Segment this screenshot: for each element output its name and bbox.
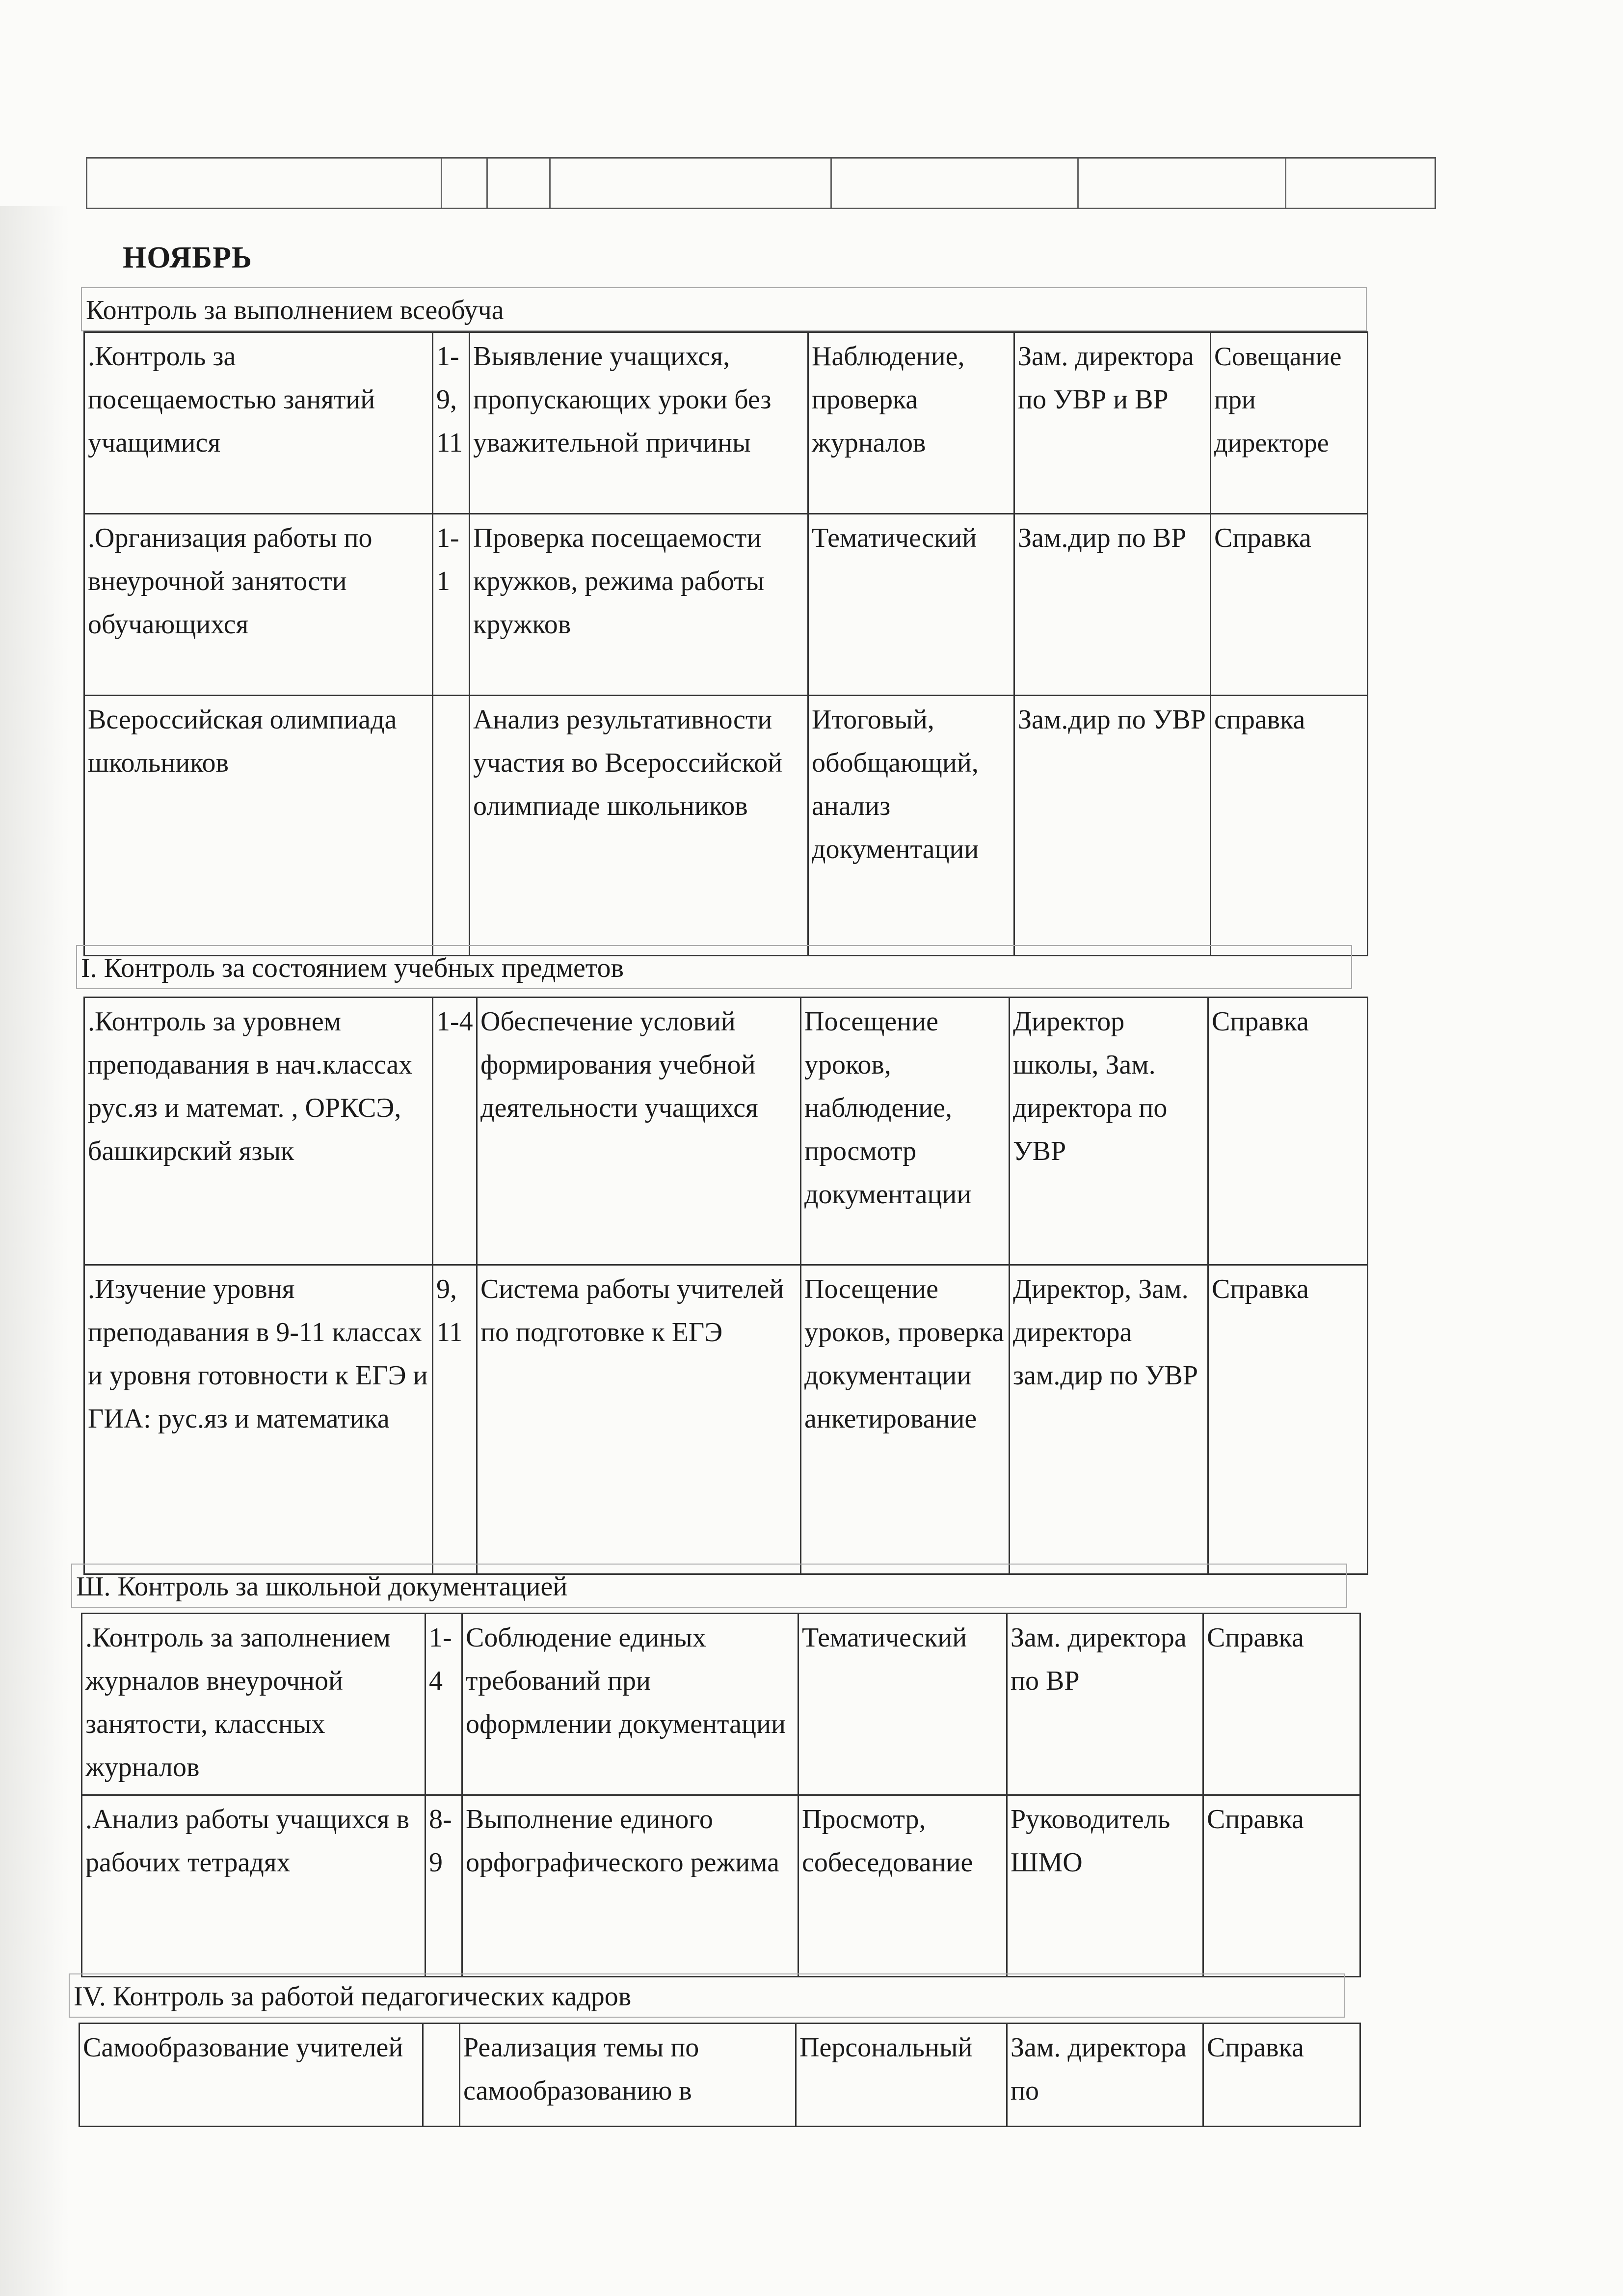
topic-cell: .Изучение уровня преподавания в 9-11 классах и уровня готовности к ЕГЭ и ГИА: рус.яз и математика [84,1265,433,1574]
result-cell: справка [1211,696,1368,956]
method-cell: Наблюдение, проверка журналов [808,332,1014,514]
goal-cell: Соблюдение единых требований при оформлении документации [462,1614,798,1795]
section-title: I. Контроль за состоянием учебных предметов [76,945,1352,989]
grades-cell: 1-4 [433,998,477,1265]
method-cell: Просмотр, собеседование [798,1795,1007,1977]
result-cell: Справка [1208,1265,1368,1574]
table-row [82,1795,1360,1977]
responsible-cell: Зам. директора по [1007,2024,1203,2127]
responsible-cell: Директор школы, Зам. директора по УВР [1010,998,1208,1265]
responsible-cell: Зам.дир по УВР [1014,696,1211,956]
scan-shadow [0,206,69,2296]
section-title: Контроль за выполнением всеобуча [81,287,1367,331]
table-row [84,998,1368,1265]
table-row [84,514,1368,696]
method-cell: Посещение уроков, проверка документации анкетирование [801,1265,1010,1574]
table-row [84,332,1368,514]
topic-cell: Всероссийская олимпиада школьников [84,696,433,956]
goal-cell: Проверка посещаемости кружков, режима работы кружков [470,514,808,696]
topic-cell: Самообразование учителей [80,2024,423,2127]
topic-cell: .Контроль за заполнением журналов внеурочной занятости, классных журналов [82,1614,426,1795]
topic-cell: .Организация работы по внеурочной занятости обучающихся [84,514,433,696]
result-cell: Справка [1208,998,1368,1265]
result-cell: Справка [1211,514,1368,696]
goal-cell: Выполнение единого орфографического режима [462,1795,798,1977]
responsible-cell: Директор, Зам. директора зам.дир по УВР [1010,1265,1208,1574]
goal-cell: Система работы учителей по подготовке к ЕГЭ [477,1265,801,1574]
control-table [79,2023,1361,2127]
table-row [84,696,1368,956]
responsible-cell: Руководитель ШМО [1007,1795,1203,1977]
topic-cell: .Контроль за уровнем преподавания в нач.классах рус.яз и математ. , ОРКСЭ, башкирский язык [84,998,433,1265]
section-title: IV. Контроль за работой педагогических кадров [69,1973,1345,2018]
result-cell: Совещание при директоре [1211,332,1368,514]
method-cell: Тематический [808,514,1014,696]
method-cell: Посещение уроков, наблюдение, просмотр документации [801,998,1010,1265]
table-row [80,2024,1360,2127]
table-row [84,1265,1368,1574]
method-cell: Тематический [798,1614,1007,1795]
control-table [81,1613,1361,1977]
result-cell: Справка [1203,1795,1360,1977]
control-table [83,331,1368,956]
grades-cell [423,2024,460,2127]
topic-cell: .Контроль за посещаемостью занятий учащимися [84,332,433,514]
grades-cell: 8-9 [426,1795,462,1977]
method-cell: Итоговый, обобщающий, анализ документации [808,696,1014,956]
grades-cell [433,696,470,956]
responsible-cell: Зам.дир по ВР [1014,514,1211,696]
grades-cell: 1-4 [426,1614,462,1795]
previous-table-strip [86,157,1436,209]
responsible-cell: Зам. директора по ВР [1007,1614,1203,1795]
result-cell: Справка [1203,1614,1360,1795]
goal-cell: Выявление учащихся, пропускающих уроки без уважительной причины [470,332,808,514]
table-row [82,1614,1360,1795]
section-title: Ш. Контроль за школьной документацией [71,1564,1347,1608]
month-title: НОЯБРЬ [123,241,252,274]
control-table [83,997,1368,1575]
goal-cell: Анализ результативности участия во Всероссийской олимпиаде школьников [470,696,808,956]
grades-cell: 1-1 [433,514,470,696]
grades-cell: 9, 11 [433,1265,477,1574]
responsible-cell: Зам. директора по УВР и ВР [1014,332,1211,514]
topic-cell: .Анализ работы учащихся в рабочих тетрадях [82,1795,426,1977]
method-cell: Персональный [796,2024,1007,2127]
goal-cell: Обеспечение условий формирования учебной деятельности учащихся [477,998,801,1265]
result-cell: Справка [1203,2024,1360,2127]
goal-cell: Реализация темы по самообразованию в [460,2024,796,2127]
grades-cell: 1-9, 11 [433,332,470,514]
